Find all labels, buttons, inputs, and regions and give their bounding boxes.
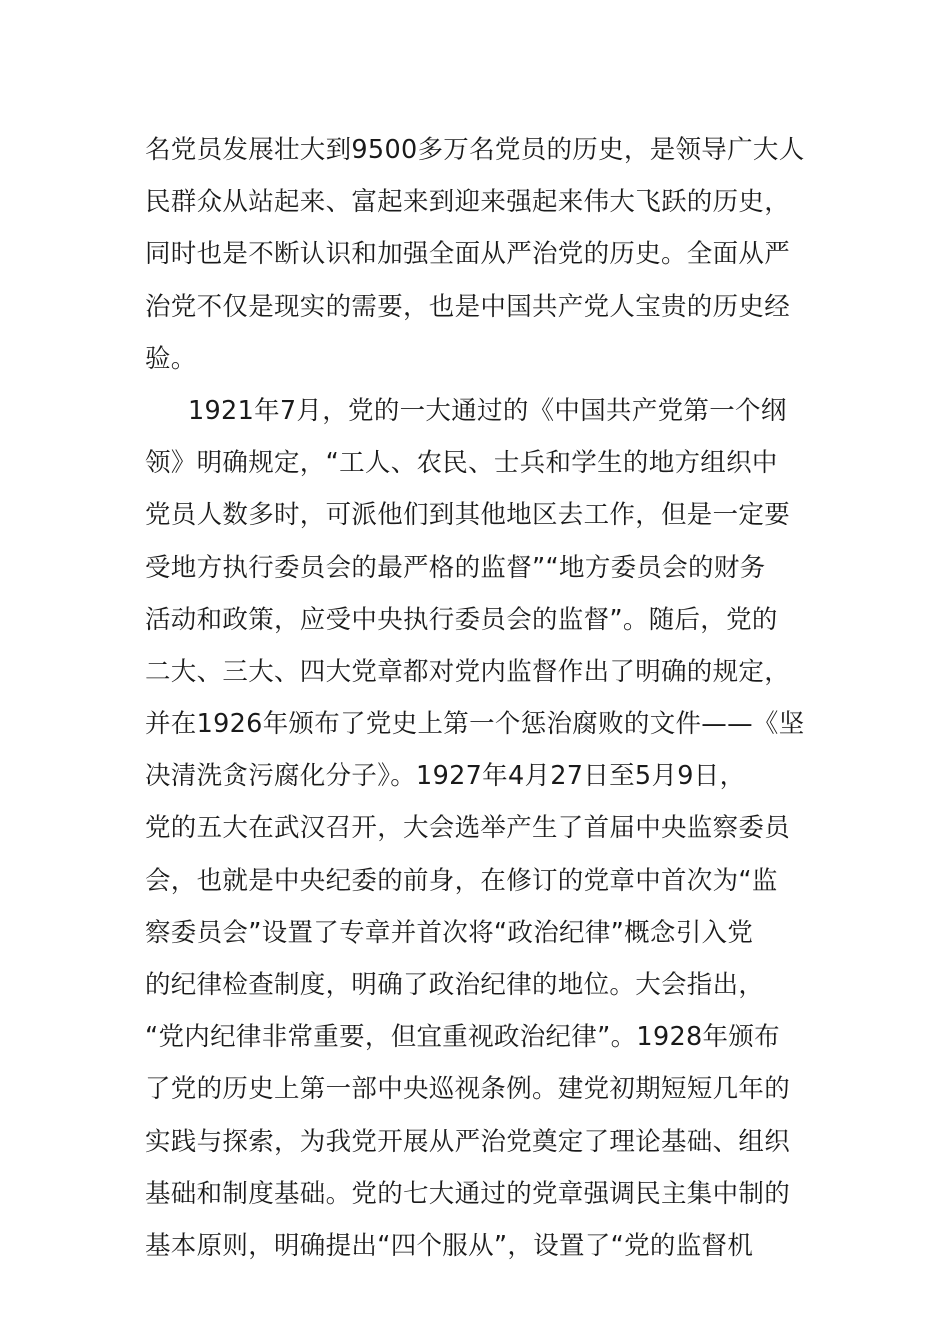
text-line: 基本原则，明确提出“四个服从”，设置了“党的监督机 <box>145 1230 754 1261</box>
text-line: 决清洗贪污腐化分子》。1927年4月27日至5月9日， <box>145 761 746 792</box>
text-line: 会，也就是中央纪委的前身，在修订的党章中首次为“监 <box>145 865 778 896</box>
text-line: 党的五大在武汉召开，大会选举产生了首届中央监察委员 <box>145 813 791 844</box>
text-line: 察委员会”设置了专章并首次将“政治纪律”概念引入党 <box>145 917 754 948</box>
text-line: 并在1926年颁布了党史上第一个惩治腐败的文件——《坚 <box>145 709 805 740</box>
text-line: 治党不仅是现实的需要，也是中国共产党人宝贵的历史经 <box>145 291 791 322</box>
text-line: 验。 <box>145 343 197 374</box>
text-line: 同时也是不断认识和加强全面从严治党的历史。全面从严 <box>145 239 791 270</box>
text-line: 名党员发展壮大到9500多万名党员的历史，是领导广大人 <box>145 135 805 165</box>
text-line: 基础和制度基础。党的七大通过的党章强调民主集中制的 <box>145 1178 791 1209</box>
text-line: 受地方执行委员会的最严格的监督”“地方委员会的财务 <box>145 552 766 583</box>
text-line: 的纪律检查制度，明确了政治纪律的地位。大会指出， <box>145 970 765 1000</box>
paragraph-start-line: 1921年7月，党的一大通过的《中国共产党第一个纲 <box>188 395 787 426</box>
text-line: 实践与探索，为我党开展从严治党奠定了理论基础、组织 <box>145 1126 791 1157</box>
text-line: 党员人数多时，可派他们到其他地区去工作，但是一定要 <box>145 500 791 531</box>
text-line: 了党的历史上第一部中央巡视条例。建党初期短短几年的 <box>145 1074 791 1105</box>
text-line: 二大、三大、四大党章都对党内监督作出了明确的规定， <box>145 656 791 687</box>
text-line: 活动和政策，应受中央执行委员会的监督”。随后，党的 <box>145 604 778 635</box>
text-line: 领》明确规定，“工人、农民、士兵和学生的地方组织中 <box>145 448 778 479</box>
body-text <box>145 124 825 1272</box>
text-line: 民群众从站起来、富起来到迎来强起来伟大飞跃的历史， <box>145 187 791 218</box>
text-line: “党内纪律非常重要，但宜重视政治纪律”。1928年颁布 <box>145 1022 780 1053</box>
